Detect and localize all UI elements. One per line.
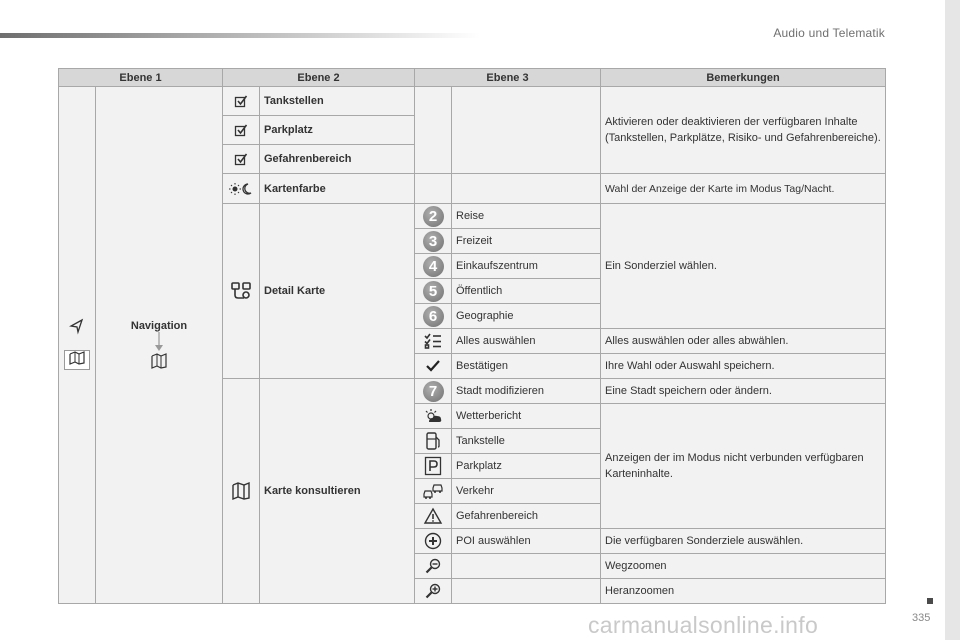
level2-tankstellen[interactable]: Tankstellen [260,87,415,116]
weather-icon[interactable] [423,408,443,424]
level3-einkaufszentrum[interactable]: Einkaufszentrum [452,254,601,279]
level3-parkplatz[interactable]: Parkplatz [452,454,601,479]
remark-poi: Die verfügbaren Sonderziele auswählen. [601,529,886,554]
page-marker [927,598,933,604]
level1-navigation-cell [96,87,223,604]
level3-stadt-modifizieren[interactable]: Stadt modifizieren [452,379,601,404]
traffic-icon[interactable] [422,482,444,500]
navigation-label: Navigation [130,320,188,332]
level3-alles-auswaehlen[interactable]: Alles auswählen [452,329,601,354]
navigation-arrow-icon [66,316,88,336]
number-badge: 5 [423,281,444,302]
remark-alles: Alles auswählen oder alles abwählen. [601,329,886,354]
remark-kartenfarbe: Wahl der Anzeige der Karte im Modus Tag/Nacht. [601,174,886,204]
number-badge: 4 [423,256,444,277]
day-night-icon[interactable] [229,182,253,196]
watermark: carmanualsonline.info [588,612,819,638]
poi-add-icon[interactable] [424,532,442,550]
header-ebene-1: Ebene 1 [59,69,223,87]
level2-kartenfarbe[interactable]: Kartenfarbe [260,174,415,204]
remark-bestaetigen: Ihre Wahl oder Auswahl speichern. [601,354,886,379]
table-row [59,87,886,116]
arrow-down-icon [154,332,164,352]
level3-oeffentlich[interactable]: Öffentlich [452,279,601,304]
table-header-row [59,69,886,87]
empty-cell [415,87,452,174]
page-edge-strip [945,0,960,640]
checkbox-checked-icon[interactable] [234,123,248,137]
detail-map-icon[interactable] [230,281,252,301]
remark-heranzoomen: Heranzoomen [601,579,886,604]
level3-verkehr[interactable]: Verkehr [452,479,601,504]
remark-stadt: Eine Stadt speichern oder ändern. [601,379,886,404]
number-badge: 2 [423,206,444,227]
warning-icon[interactable] [423,507,443,525]
level2-karte-konsultieren[interactable]: Karte konsultieren [260,379,415,604]
level3-freizeit[interactable]: Freizeit [452,229,601,254]
header-ebene-3: Ebene 3 [415,69,601,87]
remark-anzeigen: Anzeigen der im Modus nicht verbunden verfügbaren Karteninhalte. [601,404,886,529]
number-badge: 6 [423,306,444,327]
level3-gefahrenbereich[interactable]: Gefahrenbereich [452,504,601,529]
level2-parkplatz[interactable]: Parkplatz [260,116,415,145]
remark-wegzoomen: Wegzoomen [601,554,886,579]
level1-icon-cell [59,87,96,604]
map-screen-icon[interactable] [64,350,90,370]
checkbox-checked-icon[interactable] [234,152,248,166]
navigation-menu-table [58,68,886,604]
checkbox-checked-icon[interactable] [234,94,248,108]
level3-geographie[interactable]: Geographie [452,304,601,329]
parking-icon[interactable] [424,456,442,476]
remark-aktivieren: Aktivieren oder deaktivieren der verfügbaren Inhalte (Tankstellen, Parkplätze, Risiko- und Gefahrenbereiche). [601,87,886,174]
level2-gefahrenbereich[interactable]: Gefahrenbereich [260,145,415,174]
zoom-out-icon[interactable] [424,558,442,574]
empty-cell [452,87,601,174]
level3-bestaetigen[interactable]: Bestätigen [452,354,601,379]
level2-detail-karte[interactable]: Detail Karte [260,204,415,379]
header-bemerkungen: Bemerkungen [601,69,886,87]
section-title: Audio und Telematik [773,26,885,40]
number-badge: 3 [423,231,444,252]
map-consult-icon[interactable] [231,481,251,501]
number-badge: 7 [423,381,444,402]
header-gradient-bar [0,33,480,38]
page-number: 335 [912,612,931,624]
checkmark-icon[interactable] [426,360,440,372]
level3-wetterbericht[interactable]: Wetterbericht [452,404,601,429]
level3-tankstelle[interactable]: Tankstelle [452,429,601,454]
header-ebene-2: Ebene 2 [223,69,415,87]
level3-poi-auswaehlen[interactable]: POI auswählen [452,529,601,554]
fuel-station-icon[interactable] [425,431,441,451]
zoom-in-icon[interactable] [424,583,442,599]
select-all-icon[interactable] [424,333,442,349]
map-icon [149,352,169,370]
remark-sonderziel: Ein Sonderziel wählen. [601,204,886,329]
level3-reise[interactable]: Reise [452,204,601,229]
checkbox-icon-cell [223,87,260,116]
